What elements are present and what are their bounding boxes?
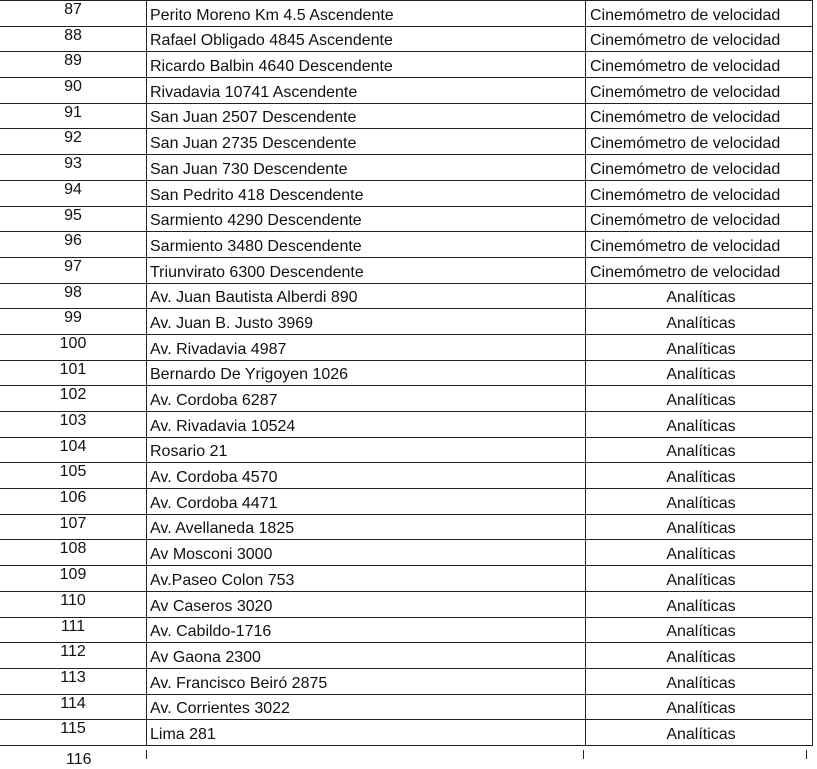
device-type-cell: Analíticas [586, 489, 813, 515]
location-cell: Sarmiento 4290 Descendente [147, 206, 586, 232]
table-row [0, 643, 813, 669]
table-row [0, 591, 813, 617]
row-number-cell: 94 [0, 180, 147, 206]
row-number-cell: 91 [0, 103, 147, 129]
device-type-cell: Cinemómetro de velocidad [586, 103, 813, 129]
location-cell: Av. Corrientes 3022 [147, 694, 586, 720]
row-number-cell: 108 [0, 540, 147, 566]
table-row [0, 360, 813, 386]
row-number-cell: 101 [0, 360, 147, 386]
row-number-cell: 93 [0, 155, 147, 181]
row-number-cell: 102 [0, 386, 147, 412]
device-type-cell: Analíticas [586, 540, 813, 566]
table-row [0, 283, 813, 309]
device-type-cell: Cinemómetro de velocidad [586, 232, 813, 258]
row-number-cell: 87 [0, 1, 147, 27]
location-cell: Av. Cordoba 6287 [147, 386, 586, 412]
device-type-cell: Analíticas [586, 617, 813, 643]
device-type-cell: Analíticas [586, 437, 813, 463]
table-row [0, 720, 813, 746]
location-cell: Av. Juan Bautista Alberdi 890 [147, 283, 586, 309]
row-number-cell: 111 [0, 617, 147, 643]
table-row [0, 257, 813, 283]
row-number-cell: 112 [0, 643, 147, 669]
device-type-cell: Cinemómetro de velocidad [586, 206, 813, 232]
table-row [0, 617, 813, 643]
device-type-cell: Analíticas [586, 360, 813, 386]
row-number-cell: 98 [0, 283, 147, 309]
column-divider [806, 750, 807, 759]
row-number-cell: 107 [0, 514, 147, 540]
device-type-cell: Analíticas [586, 412, 813, 438]
table-row [0, 463, 813, 489]
table-row [0, 78, 813, 104]
location-cell: Av. Cabildo-1716 [147, 617, 586, 643]
row-number-cell: 110 [0, 591, 147, 617]
device-type-cell: Analíticas [586, 591, 813, 617]
table-row [0, 386, 813, 412]
table-row [0, 540, 813, 566]
location-cell: Av. Cordoba 4471 [147, 489, 586, 515]
table-row [0, 514, 813, 540]
table-row [0, 566, 813, 592]
device-type-cell: Cinemómetro de velocidad [586, 78, 813, 104]
row-number-cell: 97 [0, 257, 147, 283]
location-cell: Rafael Obligado 4845 Ascendente [147, 26, 586, 52]
location-cell: San Juan 730 Descendente [147, 155, 586, 181]
location-cell: Rosario 21 [147, 437, 586, 463]
row-number-cell: 109 [0, 566, 147, 592]
table-row [0, 412, 813, 438]
location-cell: San Juan 2507 Descendente [147, 103, 586, 129]
device-type-cell: Cinemómetro de velocidad [586, 1, 813, 27]
device-type-cell: Analíticas [586, 334, 813, 360]
table-row [0, 155, 813, 181]
location-cell: Av Gaona 2300 [147, 643, 586, 669]
location-cell: Av Mosconi 3000 [147, 540, 586, 566]
device-type-cell: Cinemómetro de velocidad [586, 155, 813, 181]
device-type-cell: Analíticas [586, 694, 813, 720]
row-number-cell: 90 [0, 78, 147, 104]
row-number-cell: 103 [0, 412, 147, 438]
row-number-cell: 99 [0, 309, 147, 335]
table-row [0, 26, 813, 52]
location-cell: Bernardo De Yrigoyen 1026 [147, 360, 586, 386]
device-type-cell: Analíticas [586, 386, 813, 412]
location-cell: Av. Rivadavia 4987 [147, 334, 586, 360]
row-number-cell: 89 [0, 52, 147, 78]
device-type-cell: Analíticas [586, 283, 813, 309]
device-type-cell: Analíticas [586, 566, 813, 592]
row-number-cell: 115 [0, 720, 147, 746]
location-cell: Av. Rivadavia 10524 [147, 412, 586, 438]
table-row [0, 180, 813, 206]
location-cell: Triunvirato 6300 Descendente [147, 257, 586, 283]
location-cell: San Juan 2735 Descendente [147, 129, 586, 155]
table-row [0, 103, 813, 129]
location-cell: Lima 281 [147, 720, 586, 746]
location-cell: Av. Avellaneda 1825 [147, 514, 586, 540]
column-divider [583, 750, 584, 759]
row-number-cell: 95 [0, 206, 147, 232]
location-cell: Av. Juan B. Justo 3969 [147, 309, 586, 335]
row-number-cell: 104 [0, 437, 147, 463]
location-cell: Rivadavia 10741 Ascendente [147, 78, 586, 104]
device-type-cell: Cinemómetro de velocidad [586, 180, 813, 206]
location-cell: Perito Moreno Km 4.5 Ascendente [147, 1, 586, 27]
cut-off-row [0, 750, 817, 768]
row-number-cell: 105 [0, 463, 147, 489]
device-type-cell: Cinemómetro de velocidad [586, 129, 813, 155]
row-number-cell: 114 [0, 694, 147, 720]
table-row [0, 52, 813, 78]
device-type-cell: Cinemómetro de velocidad [586, 52, 813, 78]
row-number-cell: 116 [66, 751, 92, 768]
table-row [0, 489, 813, 515]
location-cell: Av.Paseo Colon 753 [147, 566, 586, 592]
device-type-cell: Cinemómetro de velocidad [586, 26, 813, 52]
table-row [0, 206, 813, 232]
location-cell: Av. Francisco Beiró 2875 [147, 668, 586, 694]
device-type-cell: Analíticas [586, 514, 813, 540]
table-row [0, 1, 813, 27]
table-row [0, 334, 813, 360]
table-row [0, 129, 813, 155]
table-row [0, 309, 813, 335]
table-row [0, 694, 813, 720]
column-divider [146, 750, 147, 759]
device-type-cell: Analíticas [586, 463, 813, 489]
location-cell: Ricardo Balbin 4640 Descendente [147, 52, 586, 78]
table-row [0, 232, 813, 258]
device-type-cell: Analíticas [586, 720, 813, 746]
table-body [0, 1, 813, 746]
device-type-cell: Analíticas [586, 668, 813, 694]
row-number-cell: 88 [0, 26, 147, 52]
device-type-cell: Analíticas [586, 309, 813, 335]
device-type-cell: Cinemómetro de velocidad [586, 257, 813, 283]
row-number-cell: 96 [0, 232, 147, 258]
row-number-cell: 106 [0, 489, 147, 515]
location-cell: Av. Cordoba 4570 [147, 463, 586, 489]
location-cell: Sarmiento 3480 Descendente [147, 232, 586, 258]
device-type-cell: Analíticas [586, 643, 813, 669]
row-number-cell: 100 [0, 334, 147, 360]
location-cell: Av Caseros 3020 [147, 591, 586, 617]
location-cell: San Pedrito 418 Descendente [147, 180, 586, 206]
row-number-cell: 92 [0, 129, 147, 155]
table-row [0, 437, 813, 463]
table-row [0, 668, 813, 694]
row-number-cell: 113 [0, 668, 147, 694]
